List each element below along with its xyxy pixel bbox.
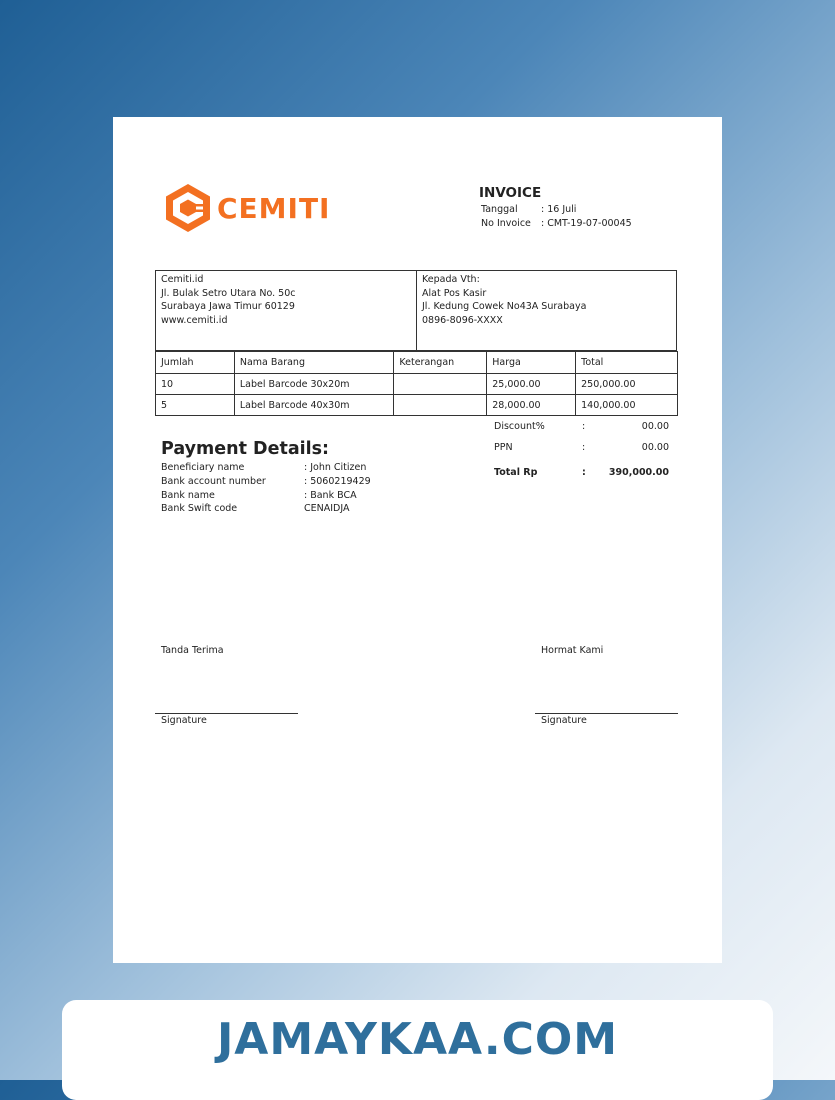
brand-logo xyxy=(165,183,330,233)
total-value: 390,000.00 xyxy=(608,467,669,478)
column-header: Total xyxy=(576,352,678,374)
sender-line: Surabaya Jawa Timur 60129 xyxy=(161,301,295,312)
payment-label: Bank name xyxy=(161,490,215,501)
cell-jumlah: 5 xyxy=(156,395,235,416)
table-row xyxy=(156,374,678,395)
items-table xyxy=(155,351,678,416)
discount-value: 00.00 xyxy=(641,421,669,432)
table-header-row xyxy=(156,352,678,374)
payment-row xyxy=(161,490,357,501)
invoice-date-label: Tanggal xyxy=(481,204,518,215)
payment-label: Bank Swift code xyxy=(161,503,238,514)
ppn-value: 00.00 xyxy=(641,442,669,453)
discount-label: Discount% xyxy=(494,421,545,432)
column-header: Nama Barang xyxy=(234,352,394,374)
invoice-number-value: : CMT-19-07-00045 xyxy=(541,218,632,229)
sender-address xyxy=(161,273,295,327)
payment-row xyxy=(161,462,366,473)
payment-row xyxy=(161,476,371,487)
payment-value: : John Citizen xyxy=(304,462,367,473)
cell-total: 250,000.00 xyxy=(576,374,678,395)
signature-right-title: Hormat Kami xyxy=(541,645,604,656)
cell-total: 140,000.00 xyxy=(576,395,678,416)
total-label: Total Rp xyxy=(494,467,538,478)
signature-left-line xyxy=(155,713,298,714)
cell-nama-barang: Label Barcode 40x30m xyxy=(234,395,394,416)
cell-nama-barang: Label Barcode 30x20m xyxy=(234,374,394,395)
cell-jumlah: 10 xyxy=(156,374,235,395)
address-divider xyxy=(416,271,417,350)
ppn-label: PPN xyxy=(494,442,513,453)
recipient-line: Alat Pos Kasir xyxy=(422,287,487,299)
signature-left-title: Tanda Terima xyxy=(161,645,224,656)
footer-banner xyxy=(62,1000,773,1100)
payment-label: Beneficiary name xyxy=(161,462,245,473)
table-row xyxy=(156,395,678,416)
recipient-line: 0896-8096-XXXX xyxy=(422,314,503,326)
sender-line: Jl. Bulak Setro Utara No. 50c xyxy=(161,287,296,299)
recipient-line: Kepada Vth: xyxy=(422,274,480,285)
discount-colon: : xyxy=(582,421,586,432)
invoice-title: INVOICE xyxy=(479,185,542,201)
discount-row xyxy=(494,421,669,435)
column-header: Keterangan xyxy=(394,352,487,374)
total-row xyxy=(494,467,669,481)
brand-name: CEMITI xyxy=(217,191,331,225)
payment-value: : Bank BCA xyxy=(304,490,357,501)
payment-label: Bank account number xyxy=(161,476,266,487)
sender-line: Cemiti.id xyxy=(161,274,204,285)
payment-value: CENAIDJA xyxy=(304,503,350,514)
cell-keterangan xyxy=(394,395,487,416)
address-box xyxy=(155,270,677,351)
signature-right-caption: Signature xyxy=(541,715,587,726)
recipient-address xyxy=(422,273,586,327)
ppn-colon: : xyxy=(582,442,586,453)
signature-left-caption: Signature xyxy=(161,715,207,726)
cell-keterangan xyxy=(394,374,487,395)
payment-row xyxy=(161,503,350,514)
payment-value: : 5060219429 xyxy=(304,476,371,487)
ppn-row xyxy=(494,442,669,456)
cell-harga: 25,000.00 xyxy=(487,374,576,395)
sender-line: www.cemiti.id xyxy=(161,314,228,326)
total-colon: : xyxy=(582,467,586,478)
payment-title: Payment Details: xyxy=(161,439,330,459)
column-header: Harga xyxy=(487,352,576,374)
cell-harga: 28,000.00 xyxy=(487,395,576,416)
invoice-date-row xyxy=(481,204,576,215)
signature-right-line xyxy=(535,713,678,714)
invoice-date-value: : 16 Juli xyxy=(541,204,577,215)
column-header: Jumlah xyxy=(156,352,235,374)
hexagon-c-logo-icon xyxy=(165,183,211,233)
invoice-number-label: No Invoice xyxy=(481,218,531,229)
invoice-page xyxy=(113,117,722,963)
recipient-line: Jl. Kedung Cowek No43A Surabaya xyxy=(422,301,587,312)
invoice-number-row xyxy=(481,218,632,229)
footer-site-name: JAMAYKAA.COM xyxy=(216,1014,619,1065)
